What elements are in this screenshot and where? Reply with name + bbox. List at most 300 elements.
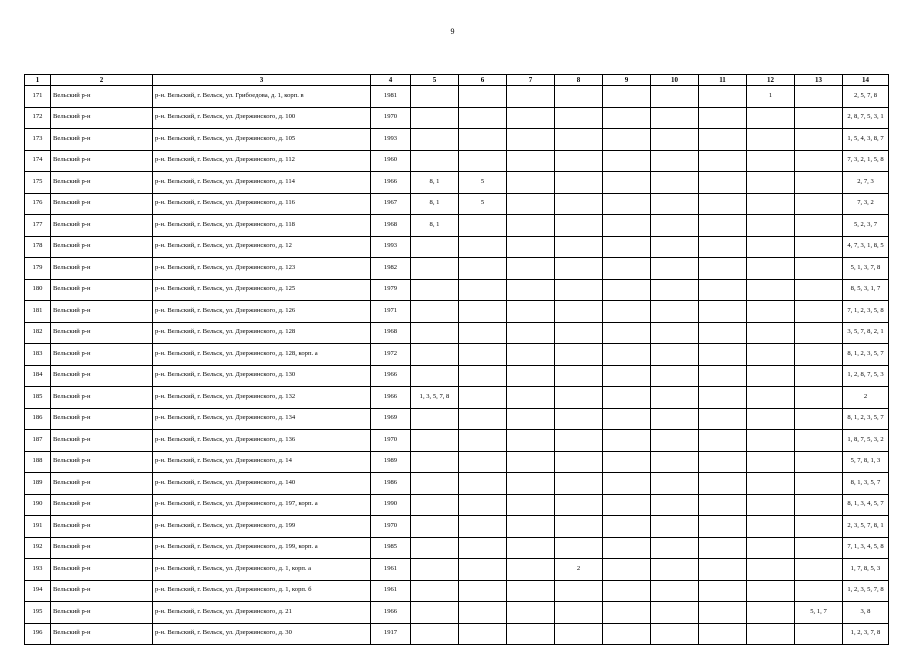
column-14-cell: 3, 8 (843, 602, 889, 624)
table-row (25, 107, 889, 129)
column-12-cell: 1 (747, 86, 795, 108)
column-13-cell: 5, 1, 7 (795, 602, 843, 624)
column-5-cell (411, 107, 459, 129)
column-6-cell (459, 387, 507, 409)
address-cell: р-н. Вельский, г. Вельск, ул. Дзержинского, д. 21 (153, 602, 371, 624)
column-6-cell (459, 215, 507, 237)
column-7-cell (507, 322, 555, 344)
column-5-cell (411, 473, 459, 495)
page-number: 9 (450, 27, 455, 36)
column-6-cell (459, 279, 507, 301)
table-row (25, 516, 889, 538)
column-13-cell (795, 193, 843, 215)
column-7-cell (507, 172, 555, 194)
column-7-cell (507, 107, 555, 129)
year-cell: 1993 (371, 129, 411, 151)
column-8-cell (555, 258, 603, 280)
column-11-cell (699, 473, 747, 495)
column-5-cell (411, 365, 459, 387)
column-12-cell (747, 322, 795, 344)
column-6-cell (459, 86, 507, 108)
column-5-cell (411, 537, 459, 559)
year-cell: 1967 (371, 193, 411, 215)
column-10-cell (651, 344, 699, 366)
column-12-cell (747, 258, 795, 280)
column-14-cell: 4, 7, 3, 1, 8, 5 (843, 236, 889, 258)
column-header-3: 3 (153, 75, 371, 86)
column-6-cell (459, 623, 507, 645)
column-10-cell (651, 623, 699, 645)
column-8-cell (555, 516, 603, 538)
column-5-cell (411, 279, 459, 301)
row-number: 196 (25, 623, 51, 645)
column-10-cell (651, 215, 699, 237)
address-cell: р-н. Вельский, г. Вельск, ул. Дзержинского, д. 123 (153, 258, 371, 280)
column-8-cell (555, 473, 603, 495)
year-cell: 1969 (371, 408, 411, 430)
column-9-cell (603, 365, 651, 387)
column-header-12: 12 (747, 75, 795, 86)
column-5-cell: 8, 1 (411, 193, 459, 215)
district-cell: Вельский р-н (51, 451, 153, 473)
table-row (25, 172, 889, 194)
column-10-cell (651, 559, 699, 581)
column-14-cell: 2, 7, 3 (843, 172, 889, 194)
table-row (25, 537, 889, 559)
column-14-cell: 5, 2, 3, 7 (843, 215, 889, 237)
table-row (25, 623, 889, 645)
column-8-cell (555, 365, 603, 387)
district-cell: Вельский р-н (51, 344, 153, 366)
column-header-14: 14 (843, 75, 889, 86)
column-8-cell (555, 129, 603, 151)
column-9-cell (603, 258, 651, 280)
column-8-cell (555, 322, 603, 344)
district-cell: Вельский р-н (51, 387, 153, 409)
table-row (25, 215, 889, 237)
column-8-cell (555, 193, 603, 215)
address-cell: р-н. Вельский, г. Вельск, ул. Дзержинского, д. 199 (153, 516, 371, 538)
column-11-cell (699, 537, 747, 559)
year-cell: 1985 (371, 537, 411, 559)
column-14-cell: 2 (843, 387, 889, 409)
column-13-cell (795, 430, 843, 452)
column-9-cell (603, 322, 651, 344)
column-8-cell (555, 387, 603, 409)
address-cell: р-н. Вельский, г. Вельск, ул. Дзержинского, д. 136 (153, 430, 371, 452)
column-12-cell (747, 150, 795, 172)
column-6-cell (459, 344, 507, 366)
column-9-cell (603, 150, 651, 172)
column-7-cell (507, 215, 555, 237)
column-11-cell (699, 494, 747, 516)
address-cell: р-н. Вельский, г. Вельск, ул. Дзержинского, д. 112 (153, 150, 371, 172)
row-number: 171 (25, 86, 51, 108)
column-6-cell (459, 537, 507, 559)
column-9-cell (603, 516, 651, 538)
column-13-cell (795, 365, 843, 387)
column-12-cell (747, 344, 795, 366)
column-10-cell (651, 279, 699, 301)
row-number: 179 (25, 258, 51, 280)
column-8-cell (555, 344, 603, 366)
column-7-cell (507, 494, 555, 516)
column-header-1: 1 (25, 75, 51, 86)
table-row (25, 365, 889, 387)
row-number: 186 (25, 408, 51, 430)
column-5-cell (411, 129, 459, 151)
column-7-cell (507, 580, 555, 602)
column-7-cell (507, 387, 555, 409)
column-13-cell (795, 107, 843, 129)
address-cell: р-н. Вельский, г. Вельск, ул. Дзержинского, д. 12 (153, 236, 371, 258)
column-header-6: 6 (459, 75, 507, 86)
table-row (25, 602, 889, 624)
row-number: 177 (25, 215, 51, 237)
column-9-cell (603, 301, 651, 323)
year-cell: 1966 (371, 172, 411, 194)
column-13-cell (795, 473, 843, 495)
column-14-cell: 2, 5, 7, 8 (843, 86, 889, 108)
column-13-cell (795, 236, 843, 258)
column-14-cell: 3, 5, 7, 8, 2, 1 (843, 322, 889, 344)
column-6-cell (459, 408, 507, 430)
column-11-cell (699, 365, 747, 387)
column-9-cell (603, 580, 651, 602)
column-8-cell (555, 215, 603, 237)
column-10-cell (651, 408, 699, 430)
district-cell: Вельский р-н (51, 623, 153, 645)
column-7-cell (507, 623, 555, 645)
district-cell: Вельский р-н (51, 494, 153, 516)
column-12-cell (747, 559, 795, 581)
column-10-cell (651, 258, 699, 280)
column-11-cell (699, 408, 747, 430)
column-5-cell (411, 86, 459, 108)
column-11-cell (699, 279, 747, 301)
column-5-cell (411, 602, 459, 624)
row-number: 180 (25, 279, 51, 301)
row-number: 172 (25, 107, 51, 129)
column-13-cell (795, 344, 843, 366)
column-12-cell (747, 387, 795, 409)
column-11-cell (699, 430, 747, 452)
table-row (25, 451, 889, 473)
column-11-cell (699, 559, 747, 581)
table-row (25, 387, 889, 409)
column-6-cell: 5 (459, 172, 507, 194)
column-10-cell (651, 236, 699, 258)
row-number: 193 (25, 559, 51, 581)
column-9-cell (603, 86, 651, 108)
column-12-cell (747, 494, 795, 516)
table-row (25, 473, 889, 495)
column-14-cell: 1, 2, 3, 7, 8 (843, 623, 889, 645)
column-6-cell (459, 430, 507, 452)
column-6-cell (459, 602, 507, 624)
column-11-cell (699, 516, 747, 538)
table-row (25, 408, 889, 430)
district-cell: Вельский р-н (51, 193, 153, 215)
column-13-cell (795, 258, 843, 280)
column-8-cell (555, 580, 603, 602)
year-cell: 1971 (371, 301, 411, 323)
column-9-cell (603, 559, 651, 581)
row-number: 173 (25, 129, 51, 151)
column-7-cell (507, 365, 555, 387)
column-8-cell (555, 430, 603, 452)
column-8-cell (555, 172, 603, 194)
row-number: 191 (25, 516, 51, 538)
column-9-cell (603, 623, 651, 645)
district-cell: Вельский р-н (51, 86, 153, 108)
year-cell: 1966 (371, 602, 411, 624)
column-header-4: 4 (371, 75, 411, 86)
column-7-cell (507, 451, 555, 473)
column-12-cell (747, 580, 795, 602)
table-row (25, 129, 889, 151)
column-13-cell (795, 129, 843, 151)
column-5-cell: 1, 3, 5, 7, 8 (411, 387, 459, 409)
column-9-cell (603, 408, 651, 430)
column-12-cell (747, 516, 795, 538)
column-14-cell: 1, 5, 4, 3, 8, 7 (843, 129, 889, 151)
column-10-cell (651, 322, 699, 344)
district-cell: Вельский р-н (51, 172, 153, 194)
column-10-cell (651, 494, 699, 516)
district-cell: Вельский р-н (51, 365, 153, 387)
column-13-cell (795, 537, 843, 559)
column-11-cell (699, 172, 747, 194)
table-row (25, 301, 889, 323)
column-10-cell (651, 193, 699, 215)
column-13-cell (795, 322, 843, 344)
column-6-cell (459, 301, 507, 323)
column-11-cell (699, 193, 747, 215)
column-header-8: 8 (555, 75, 603, 86)
address-cell: р-н. Вельский, г. Вельск, ул. Дзержинского, д. 105 (153, 129, 371, 151)
district-cell: Вельский р-н (51, 236, 153, 258)
column-6-cell (459, 150, 507, 172)
column-12-cell (747, 279, 795, 301)
column-8-cell (555, 623, 603, 645)
column-12-cell (747, 129, 795, 151)
column-13-cell (795, 172, 843, 194)
column-13-cell (795, 623, 843, 645)
column-7-cell (507, 193, 555, 215)
housing-registry-table (24, 74, 889, 645)
column-7-cell (507, 301, 555, 323)
district-cell: Вельский р-н (51, 150, 153, 172)
column-5-cell (411, 430, 459, 452)
column-9-cell (603, 215, 651, 237)
row-number: 192 (25, 537, 51, 559)
column-5-cell (411, 494, 459, 516)
column-12-cell (747, 623, 795, 645)
column-13-cell (795, 516, 843, 538)
address-cell: р-н. Вельский, г. Вельск, ул. Дзержинского, д. 197, корп. а (153, 494, 371, 516)
column-14-cell: 1, 7, 8, 5, 3 (843, 559, 889, 581)
column-11-cell (699, 215, 747, 237)
row-number: 181 (25, 301, 51, 323)
column-6-cell (459, 107, 507, 129)
column-7-cell (507, 86, 555, 108)
column-8-cell (555, 494, 603, 516)
year-cell: 1989 (371, 451, 411, 473)
column-header-11: 11 (699, 75, 747, 86)
column-10-cell (651, 301, 699, 323)
year-cell: 1961 (371, 580, 411, 602)
address-cell: р-н. Вельский, г. Вельск, ул. Дзержинского, д. 140 (153, 473, 371, 495)
column-7-cell (507, 408, 555, 430)
column-12-cell (747, 430, 795, 452)
column-header-2: 2 (51, 75, 153, 86)
column-6-cell (459, 258, 507, 280)
table-row (25, 236, 889, 258)
column-13-cell (795, 387, 843, 409)
address-cell: р-н. Вельский, г. Вельск, ул. Дзержинского, д. 1, корп. а (153, 559, 371, 581)
column-5-cell (411, 150, 459, 172)
column-11-cell (699, 451, 747, 473)
district-cell: Вельский р-н (51, 129, 153, 151)
column-14-cell: 7, 3, 2 (843, 193, 889, 215)
address-cell: р-н. Вельский, г. Вельск, ул. Дзержинского, д. 128 (153, 322, 371, 344)
table-row (25, 193, 889, 215)
address-cell: р-н. Вельский, г. Вельск, ул. Грибоедова, д. 1, корп. в (153, 86, 371, 108)
column-10-cell (651, 86, 699, 108)
column-11-cell (699, 129, 747, 151)
column-10-cell (651, 365, 699, 387)
address-cell: р-н. Вельский, г. Вельск, ул. Дзержинского, д. 132 (153, 387, 371, 409)
column-14-cell: 1, 8, 7, 5, 3, 2 (843, 430, 889, 452)
address-cell: р-н. Вельский, г. Вельск, ул. Дзержинского, д. 128, корп. а (153, 344, 371, 366)
row-number: 194 (25, 580, 51, 602)
table-header-row (25, 75, 889, 86)
year-cell: 1968 (371, 322, 411, 344)
table-row (25, 258, 889, 280)
address-cell: р-н. Вельский, г. Вельск, ул. Дзержинского, д. 125 (153, 279, 371, 301)
column-14-cell: 8, 1, 2, 3, 5, 7 (843, 408, 889, 430)
column-6-cell (459, 580, 507, 602)
column-12-cell (747, 107, 795, 129)
district-cell: Вельский р-н (51, 107, 153, 129)
row-number: 174 (25, 150, 51, 172)
column-5-cell: 8, 1 (411, 172, 459, 194)
column-header-10: 10 (651, 75, 699, 86)
column-14-cell: 1, 2, 8, 7, 5, 3 (843, 365, 889, 387)
column-8-cell (555, 279, 603, 301)
address-cell: р-н. Вельский, г. Вельск, ул. Дзержинского, д. 199, корп. а (153, 537, 371, 559)
column-11-cell (699, 602, 747, 624)
column-9-cell (603, 602, 651, 624)
column-7-cell (507, 129, 555, 151)
column-8-cell (555, 602, 603, 624)
column-13-cell (795, 279, 843, 301)
district-cell: Вельский р-н (51, 602, 153, 624)
column-13-cell (795, 408, 843, 430)
column-header-13: 13 (795, 75, 843, 86)
column-5-cell (411, 236, 459, 258)
table-row (25, 559, 889, 581)
column-10-cell (651, 387, 699, 409)
address-cell: р-н. Вельский, г. Вельск, ул. Дзержинского, д. 100 (153, 107, 371, 129)
row-number: 175 (25, 172, 51, 194)
column-7-cell (507, 150, 555, 172)
column-13-cell (795, 301, 843, 323)
column-10-cell (651, 580, 699, 602)
column-9-cell (603, 107, 651, 129)
row-number: 185 (25, 387, 51, 409)
column-12-cell (747, 301, 795, 323)
year-cell: 1970 (371, 430, 411, 452)
column-11-cell (699, 258, 747, 280)
column-14-cell: 8, 1, 2, 3, 5, 7 (843, 344, 889, 366)
column-7-cell (507, 537, 555, 559)
column-7-cell (507, 516, 555, 538)
column-10-cell (651, 430, 699, 452)
column-5-cell (411, 344, 459, 366)
year-cell: 1966 (371, 365, 411, 387)
district-cell: Вельский р-н (51, 580, 153, 602)
column-6-cell (459, 559, 507, 581)
address-cell: р-н. Вельский, г. Вельск, ул. Дзержинского, д. 130 (153, 365, 371, 387)
column-14-cell: 2, 8, 7, 5, 3, 1 (843, 107, 889, 129)
year-cell: 1970 (371, 107, 411, 129)
column-14-cell: 1, 2, 3, 5, 7, 8 (843, 580, 889, 602)
column-8-cell (555, 408, 603, 430)
row-number: 183 (25, 344, 51, 366)
column-11-cell (699, 150, 747, 172)
column-5-cell (411, 580, 459, 602)
column-6-cell (459, 494, 507, 516)
column-14-cell: 7, 3, 2, 1, 5, 8 (843, 150, 889, 172)
column-9-cell (603, 279, 651, 301)
district-cell: Вельский р-н (51, 537, 153, 559)
column-9-cell (603, 430, 651, 452)
column-11-cell (699, 387, 747, 409)
column-10-cell (651, 516, 699, 538)
column-12-cell (747, 537, 795, 559)
column-6-cell (459, 516, 507, 538)
column-11-cell (699, 86, 747, 108)
row-number: 178 (25, 236, 51, 258)
year-cell: 1979 (371, 279, 411, 301)
column-12-cell (747, 215, 795, 237)
column-13-cell (795, 451, 843, 473)
column-11-cell (699, 580, 747, 602)
column-7-cell (507, 279, 555, 301)
table-row (25, 150, 889, 172)
year-cell: 1972 (371, 344, 411, 366)
district-cell: Вельский р-н (51, 215, 153, 237)
row-number: 182 (25, 322, 51, 344)
column-7-cell (507, 236, 555, 258)
column-8-cell (555, 301, 603, 323)
table-row (25, 494, 889, 516)
address-cell: р-н. Вельский, г. Вельск, ул. Дзержинского, д. 118 (153, 215, 371, 237)
column-10-cell (651, 602, 699, 624)
address-cell: р-н. Вельский, г. Вельск, ул. Дзержинского, д. 1, корп. б (153, 580, 371, 602)
column-7-cell (507, 602, 555, 624)
year-cell: 1970 (371, 516, 411, 538)
column-5-cell (411, 623, 459, 645)
column-13-cell (795, 580, 843, 602)
column-11-cell (699, 236, 747, 258)
column-6-cell (459, 451, 507, 473)
column-8-cell (555, 236, 603, 258)
column-14-cell: 2, 3, 5, 7, 8, 1 (843, 516, 889, 538)
column-12-cell (747, 451, 795, 473)
